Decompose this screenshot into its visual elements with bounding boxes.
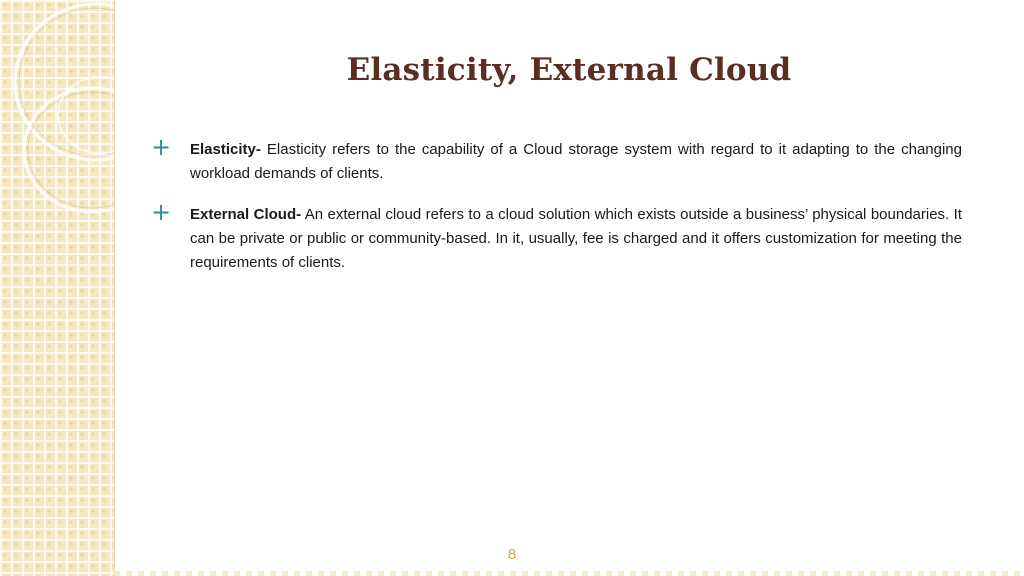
plus-icon: + xyxy=(151,133,172,161)
bullet-list xyxy=(150,133,962,292)
plus-icon: + xyxy=(151,198,172,226)
bullet-body: An external cloud refers to a cloud solution which exists outside a business’ physical boundaries. It can be private or public or community-based. In it, usually, fee is charged and it offers customization for meeting the requirements of clients. xyxy=(190,206,962,271)
bullet-body: Elasticity refers to the capability of a Cloud storage system with regard to it adapting to the changing workload demands of clients. xyxy=(190,141,962,182)
bullet-item-external-cloud xyxy=(150,198,962,275)
decorative-side-panel xyxy=(0,0,115,576)
page-number: 8 xyxy=(507,546,517,563)
bullet-text-elasticity xyxy=(190,138,962,186)
bullet-item-elasticity xyxy=(150,133,962,186)
bullet-term: Elasticity- xyxy=(190,141,261,158)
decorative-bottom-strip xyxy=(114,571,1024,576)
bullet-text-external-cloud xyxy=(190,203,962,275)
slide-title: Elasticity, External Cloud xyxy=(346,52,792,88)
decorative-rings xyxy=(0,0,114,576)
bullet-term: External Cloud- xyxy=(190,206,302,223)
